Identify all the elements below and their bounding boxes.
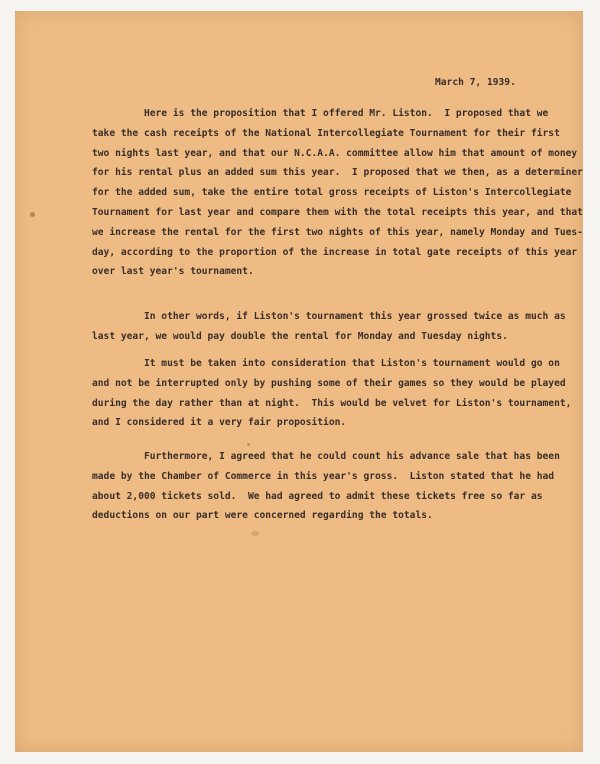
text-line: and I considered it a very fair proposition. bbox=[92, 417, 347, 429]
text-line: Here is the proposition that I offered Mr. Liston. I proposed that we bbox=[92, 108, 549, 119]
text-line: two nights last year, and that our N.C.A.A. committee allow him that amount of money bbox=[92, 147, 578, 159]
letter-page bbox=[15, 11, 583, 752]
text-line: day, according to the proportion of the increase in total gate receipts of this year bbox=[92, 246, 578, 258]
letter-date: March 7, 1939. bbox=[435, 77, 516, 88]
text-line: and not be interrupted only by pushing some of their games so they would be played bbox=[92, 377, 566, 389]
paper-spot bbox=[247, 443, 250, 446]
text-line: Furthermore, I agreed that he could count his advance sale that has been bbox=[92, 451, 560, 462]
text-line: for the added sum, take the entire total gross receipts of Liston's Intercollegiate bbox=[92, 187, 572, 199]
text-line: It must be taken into consideration that Liston's tournament would go on bbox=[92, 358, 560, 369]
paper-spot bbox=[30, 212, 35, 217]
text-line: about 2,000 tickets sold. We had agreed to admit these tickets free so far as bbox=[92, 490, 543, 502]
paragraph-1 bbox=[92, 104, 583, 282]
text-line: deductions on our part were concerned regarding the totals. bbox=[92, 510, 433, 522]
text-line: during the day rather than at night. This would be velvet for Liston's tournament, bbox=[92, 397, 572, 409]
text-line: over last year's tournament. bbox=[92, 266, 254, 278]
text-line: made by the Chamber of Commerce in this year's gross. Liston stated that he had bbox=[92, 470, 555, 482]
text-line: In other words, if Liston's tournament this year grossed twice as much as bbox=[92, 311, 566, 322]
paragraph-4 bbox=[92, 447, 562, 526]
paper-spot bbox=[251, 531, 259, 536]
paragraph-2 bbox=[92, 307, 566, 347]
text-line: Tournament for last year and compare them with the total receipts this year, and that bbox=[92, 206, 583, 218]
text-line: we increase the rental for the first two nights of this year, namely Monday and Tues- bbox=[92, 226, 583, 238]
text-line: take the cash receipts of the National Intercollegiate Tournament for their first bbox=[92, 127, 560, 139]
text-line: last year, we would pay double the rental for Monday and Tuesday nights. bbox=[92, 330, 508, 342]
paragraph-3 bbox=[92, 354, 572, 433]
text-line: for his rental plus an added sum this year. I proposed that we then, as a determiner bbox=[92, 167, 583, 179]
